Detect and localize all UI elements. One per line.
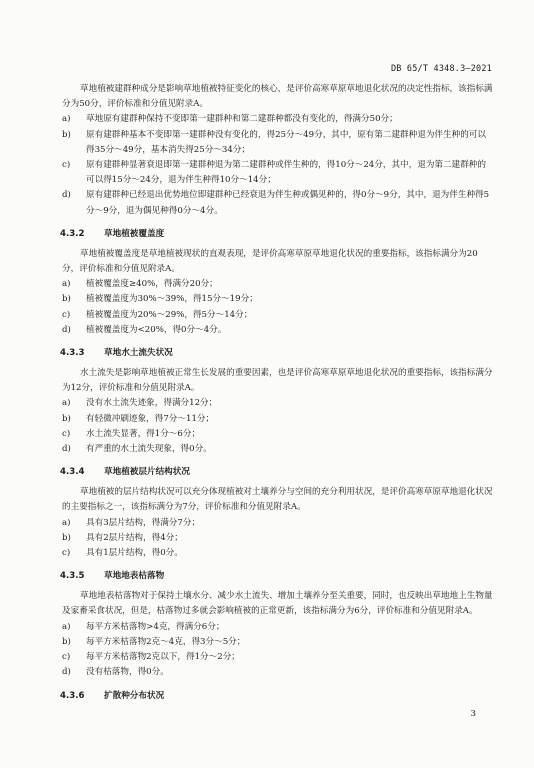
- item-text: 原有建群种基本不变即第一建群种没有变化的，得25分～49分，其中，原有第二建群种退为伴生种的可以得35分～49分，基本消失得25分～34分；: [86, 129, 486, 155]
- list-item: [62, 531, 494, 546]
- item-text: 每平方米枯落物>4克，得满分6分；: [86, 621, 225, 632]
- item-marker: c): [62, 309, 71, 320]
- list-item: [62, 158, 494, 188]
- section-heading: [60, 227, 494, 242]
- section-heading: [60, 346, 494, 361]
- item-marker: a): [62, 114, 71, 125]
- item-text: 植被覆盖度≥40%，得满分20分；: [86, 279, 218, 290]
- item-text: 植被覆盖度为<20%，得0分～4分。: [86, 324, 227, 335]
- list-item: [62, 650, 494, 665]
- paragraph: 草地地表枯落物对于保持土壤水分、减少水土流失、增加土壤养分至关重要，同时，也反映出草地地上生物量及家畜采食状况，但是，枯落物过多就会影响植被的正常更新，该指标满分为6分，评价标准和分值见附录A。: [62, 591, 493, 617]
- item-marker: b): [62, 532, 71, 543]
- item-marker: d): [62, 324, 71, 335]
- item-text: 没有水土流失迹象，得满分12分；: [86, 398, 218, 409]
- item-text: 有严重的水土流失现象，得0分。: [86, 444, 212, 455]
- item-marker: c): [62, 428, 71, 439]
- list-item: [62, 396, 494, 411]
- section-heading: [60, 569, 494, 584]
- item-text: 没有枯落物，得0分。: [86, 667, 169, 678]
- list-item: [62, 292, 494, 307]
- item-marker: c): [62, 652, 71, 663]
- section-heading: [60, 689, 494, 704]
- list-item: [62, 546, 494, 561]
- item-list: [62, 112, 494, 218]
- section-vegetation-coverage: [62, 227, 494, 338]
- paragraph: 草地植被覆盖度是草地植被现状的直观表现，是评价高寒草原草地退化状况的重要指标，该指标满分为20分，评价标准和分值见附录A。: [62, 248, 478, 275]
- section-title: 草地地表枯落物: [104, 571, 165, 582]
- paragraph: 草地植被建群种成分是影响草地植被特征变化的核心，是评价高寒草原草地退化状况的决定性指标，该指标满分为50分，评价标准和分值见附录A。: [62, 84, 493, 110]
- item-marker: a): [62, 517, 71, 528]
- item-marker: a): [62, 621, 71, 632]
- item-marker: b): [62, 636, 71, 647]
- list-item: [62, 442, 494, 457]
- section-layer-structure: [62, 465, 494, 561]
- item-text: 有轻微冲刷迹象，得7分～11分；: [86, 413, 215, 424]
- list-item: [62, 128, 494, 158]
- item-marker: c): [62, 548, 71, 559]
- list-item: [62, 277, 494, 292]
- section-title: 草地水土流失状况: [104, 348, 173, 359]
- item-marker: a): [62, 279, 71, 290]
- page-number: 3: [470, 709, 476, 719]
- section-number: 4.3.2: [60, 228, 85, 239]
- list-item: [62, 308, 494, 323]
- list-item: [62, 323, 494, 338]
- paragraph: 水土流失是影响草地植被正常生长发展的重要因素，也是评价高寒草原草地退化状况的重要指标，该指标满分为12分，评价标准和分值见附录A。: [62, 368, 493, 394]
- block-intro: [62, 82, 494, 219]
- section-number: 4.3.3: [60, 348, 85, 359]
- page-content: [62, 82, 494, 709]
- item-marker: b): [62, 294, 71, 305]
- item-text: 植被覆盖度为20%～29%，得5分～14分；: [86, 309, 253, 320]
- section-number: 4.3.6: [60, 690, 85, 701]
- section-soil-erosion: [62, 346, 494, 457]
- section-number: 4.3.5: [60, 571, 85, 582]
- section-heading: [60, 465, 494, 480]
- section-number: 4.3.4: [60, 467, 85, 478]
- section-title: 扩散种分布状况: [104, 690, 165, 701]
- list-item: [62, 412, 494, 427]
- item-text: 具有2层片结构，得4分；: [86, 532, 183, 543]
- item-text: 每平方米枯落物2克～4克，得3分～5分；: [86, 636, 246, 647]
- list-item: [62, 516, 494, 531]
- item-marker: c): [62, 160, 71, 171]
- item-text: 植被覆盖度为30%～39%，得15分～19分；: [86, 294, 258, 305]
- list-item: [62, 635, 494, 650]
- item-marker: b): [62, 129, 71, 140]
- list-item: [62, 427, 494, 442]
- item-text: 水土流失显著，得1分～6分；: [86, 428, 201, 439]
- item-marker: d): [62, 667, 71, 678]
- section-litter: [62, 569, 494, 680]
- item-marker: a): [62, 398, 71, 409]
- section-title: 草地植被覆盖度: [104, 228, 165, 239]
- section-title: 草地植被层片结构状况: [104, 467, 190, 478]
- item-text: 原有建群种已经退出优势地位即建群种已经衰退为伴生种或偶见种的，得0分～9分，其中，退为伴生种得5分～9分，退为偶见种得0分～4分。: [86, 190, 490, 216]
- list-item: [62, 665, 494, 680]
- item-marker: d): [62, 444, 71, 455]
- standard-code-header: DB 65/T 4348.3—2021: [390, 64, 492, 74]
- item-text: 具有1层片结构，得0分。: [86, 548, 183, 559]
- paragraph: 草地植被的层片结构状况可以充分体现植被对土壤养分与空间的充分利用状况，是评价高寒草原草地退化状况的主要指标之一，该指标满分为7分，评价标准和分值见附录A。: [62, 487, 493, 513]
- item-text: 具有3层片结构，得满分7分；: [86, 517, 201, 528]
- section-spreading-species: [62, 689, 494, 704]
- list-item: [62, 620, 494, 635]
- item-text: 草地原有建群种保持不变即第一建群种和第二建群种都没有变化的，得满分50分；: [86, 114, 398, 125]
- item-text: 原有建群种显著衰退即第一建群种退为第二建群种或伴生种的，得10分～24分，其中，退为第二建群种的可以得15分～24分，退为伴生种得10分～14分；: [86, 160, 486, 186]
- item-text: 每平方米枯落物2克以下，得1分～2分；: [86, 652, 240, 663]
- list-item: [62, 188, 494, 218]
- item-marker: d): [62, 190, 71, 201]
- list-item: [62, 112, 494, 127]
- item-marker: b): [62, 413, 71, 424]
